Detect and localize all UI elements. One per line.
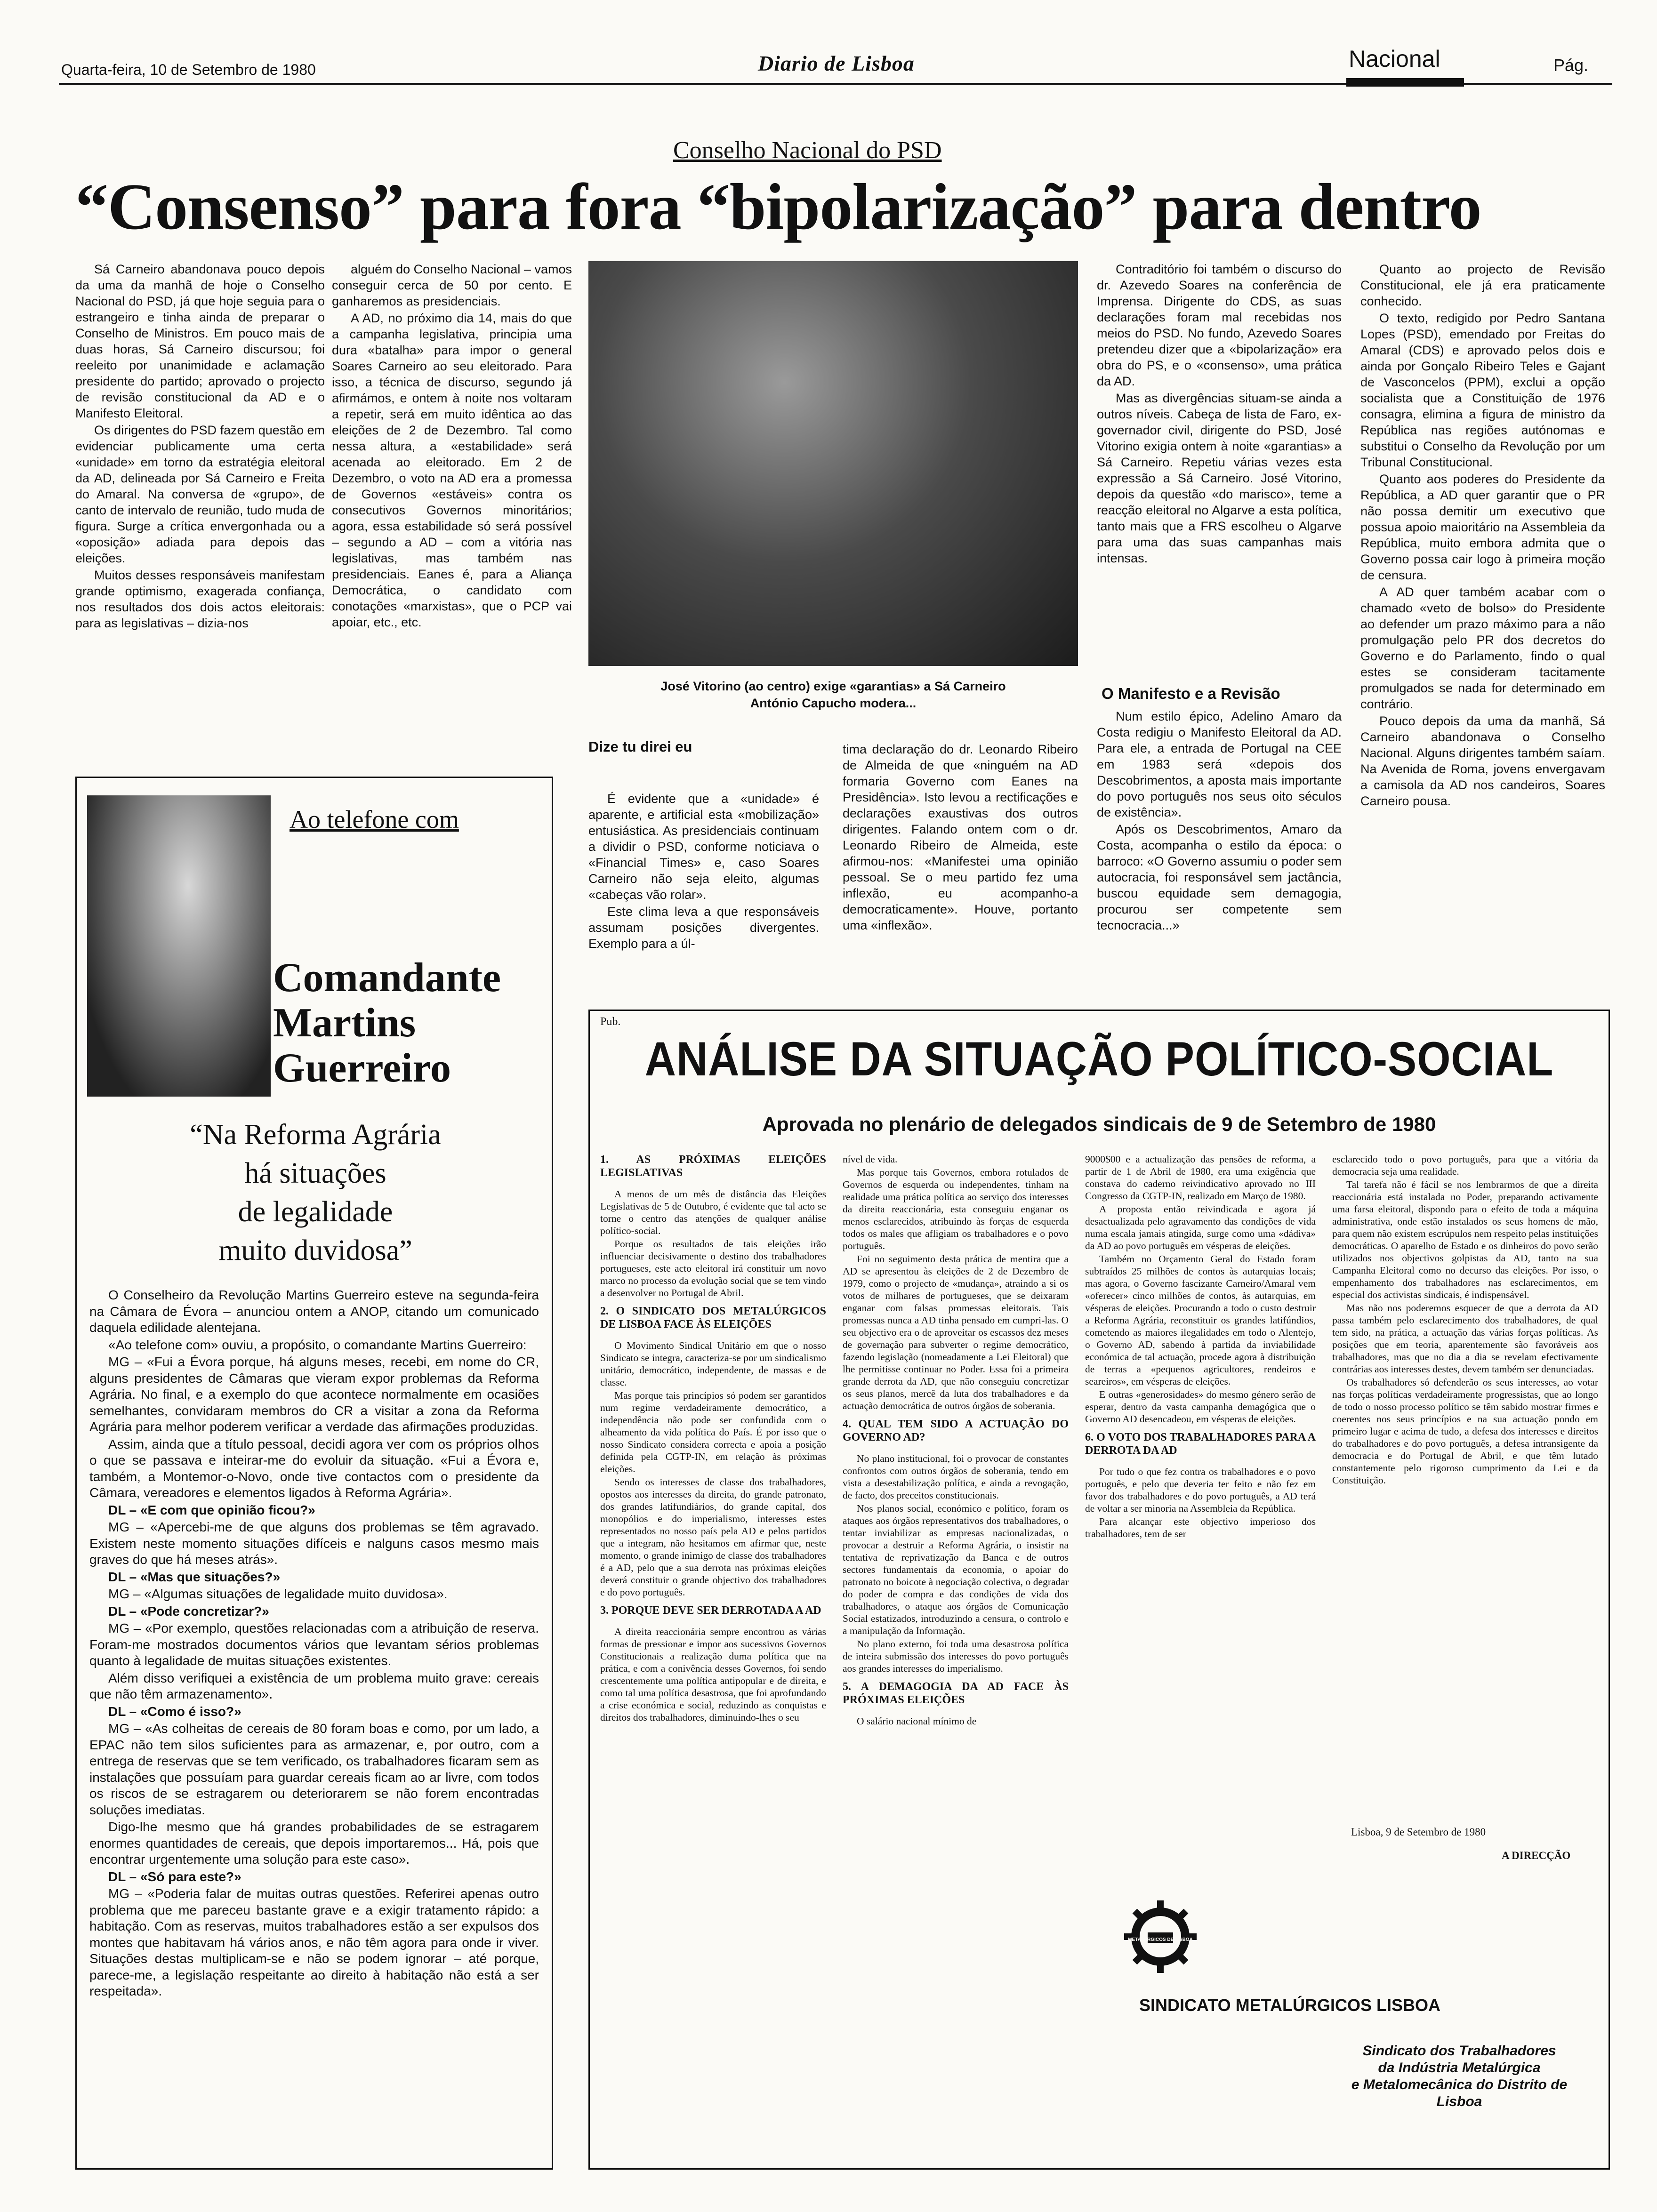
paragraph: alguém do Conselho Nacional – vamos conseguir cerca de 50 por cento. E ganharemos as presidenciais. bbox=[332, 262, 572, 308]
ad-column-2 bbox=[843, 1153, 1069, 2165]
ad-subtitle: Aprovada no plenário de delegados sindicais de 9 de Setembro de 1980 bbox=[762, 1113, 1436, 1135]
paragraph: Mas porque tais princípios só podem ser garantidos num regime verdadeiramente democrático, a independência não pode ser confundida com o alheamento da vida política do País. É por isso que o nosso Sindicato considera correcta e apoia a posição definida pela CGTP-IN, em relação às próximas eleições. bbox=[600, 1390, 826, 1475]
paragraph: Mas as divergências situam-se ainda a outros níveis. Cabeça de lista de Faro, ex-governador civil, dirigente do PSD, José Vitorino exigia ontem à noite «garantias» a Sá Carneiro. Repetiu várias vezes esta expressão a Sá Carneiro. José Vitorino, depois da questão «do marisco», teme a reacção eleitoral no Algarve a esta política, tanto mais que a FRS escolheu o Algarve para uma das suas campanhas mais intensas. bbox=[1097, 391, 1342, 565]
ad-column-1 bbox=[600, 1153, 826, 2165]
union-name-line: e Metalomecânica do Distrito de Lisboa bbox=[1351, 2077, 1568, 2109]
paragraph: MG – «Por exemplo, questões relacionadas com a atribuição de reserva. Foram-me mostrados documentos vários que levantam sérios problemas quanto à legalidade de muitas situações existentes. bbox=[89, 1621, 539, 1668]
ad-column-3 bbox=[1085, 1153, 1316, 1803]
interview-body bbox=[89, 1287, 539, 2158]
quote-line: há situações bbox=[244, 1157, 386, 1189]
paragraph: Quanto ao projecto de Revisão Constitucional, ele já era praticamente conhecido. bbox=[1360, 262, 1605, 308]
interview-name bbox=[273, 955, 501, 1091]
article-column-1 bbox=[75, 261, 325, 760]
paragraph: Os trabalhadores só defenderão os seus interesses, ao votar nas forças políticas verdadeiramente progressistas, que ao longo de todo o nosso processo político se têm sabido mostrar firmes e coerentes nos seus princípios e na sua actuação pondo em primeiro lugar e acima de tudo, a defesa dos interesses e direitos do trabalhadores e do povo português, a defesa intransigente da democracia e do Portugal de Abril, e que têm lutado constantemente pelo rigoroso cumprimento da Lei e da Constituição. bbox=[1332, 1377, 1598, 1486]
masthead: Diario de Lisboa bbox=[758, 51, 915, 75]
article-photo bbox=[588, 261, 1078, 666]
union-logo bbox=[1120, 1897, 1200, 1977]
section-underline bbox=[1346, 78, 1464, 87]
paragraph: Quanto aos poderes do Presidente da República, a AD quer garantir que o PR não possa demitir um executivo que possua apoio maioritário na Assembleia da República, muito embora admita que o Governo possa cair logo à primeira moção de censura. bbox=[1360, 472, 1605, 582]
article-column-5 bbox=[1097, 261, 1342, 682]
ad-section-heading: 1. AS PRÓXIMAS ELEIÇÕES LEGISLATIVAS bbox=[600, 1154, 826, 1179]
paragraph: Porque os resultados de tais eleições irão influenciar decisivamente o destino dos trabalhadores portugueses, este acto eleitoral irá constituir um novo marco no processo da evolução social que se tem vindo a desenvolver no Portugal de Abril. bbox=[600, 1238, 826, 1298]
quote-line: de legalidade bbox=[238, 1196, 393, 1228]
paragraph: Pouco depois da uma da manhã, Sá Carneiro abandonava o Conselho Nacional. Alguns dirigentes também saíam. Na Avenida de Roma, jovens envergavam a camisola da AD nos candeiros, Soares Carneiro pousa. bbox=[1360, 714, 1605, 808]
ad-dateline: Lisboa, 9 de Setembro de 1980 bbox=[1351, 1826, 1486, 1838]
ad-title: ANÁLISE DA SITUAÇÃO POLÍTICO-SOCIAL bbox=[644, 1032, 1554, 1086]
ad-pub-label: Pub. bbox=[600, 1016, 621, 1028]
name-line: Comandante bbox=[273, 955, 501, 1001]
name-line: Guerreiro bbox=[273, 1045, 451, 1091]
ad-column-4 bbox=[1332, 1153, 1598, 1807]
interview-quote bbox=[87, 1115, 544, 1270]
paragraph: A proposta então reivindicada e agora já desactualizada pelo agravamento das condições de vida numa escala jamais atingida, surge como uma «dádiva» da AD ao povo português em vésperas de eleições. bbox=[1085, 1203, 1316, 1251]
paragraph: O texto, redigido por Pedro Santana Lopes (PSD), emendado por Freitas do Amaral (CDS) e aprovado pelos dois e ainda por Gonçalo Ribeiro Teles e Gajant de Vasconcelos (PPM), exclui a opção socialista que a Constituição de 1976 consagra, elimina a figura de ministro da República nas regiões autónomas e substitui o Conselho da Revolução por um Tribunal Constitucional. bbox=[1360, 311, 1605, 469]
ad-section-heading: 5. A DEMAGOGIA DA AD FACE ÀS PRÓXIMAS ELEIÇÕES bbox=[843, 1681, 1069, 1706]
paragraph: MG – «As colheitas de cereais de 80 foram boas e como, por um lado, a EPAC não tem silos suficientes para as armazenar, e, por outro, com a entrega de reservas que se tem verificado, os trabalhadores ficaram sem as instalações que possuíam para guardar cereais ficam ao ar livre, com todos os riscos de se estragarem ou deteriorarem se não forem encontradas soluções imediatas. bbox=[89, 1721, 539, 1817]
paragraph: Os dirigentes do PSD fazem questão em evidenciar publicamente uma certa «unidade» em torno da estratégia eleitoral da AD, delineada por Sá Carneiro e Freita do Amaral. Na conversa de «grupo», de canto de intervalo de reunião, tudo muda de figura. Surge a crítica envergonhada ou a «oposição» adiada para depois das eleições. bbox=[75, 423, 325, 565]
paragraph: Após os Descobrimentos, Amaro da Costa, acompanha o estilo da época: o barroco: «O Governo assumiu o poder sem autocracia, foi responsável sem jactância, buscou equidade sem demagogia, procurou ser competente sem tecnocracia...» bbox=[1097, 822, 1342, 932]
interview-portrait bbox=[87, 795, 271, 1097]
paragraph: Muitos desses responsáveis manifestam grande optimismo, exagerada confiança, nos resultados dos dois actos eleitorais: para as legislativas – dizia-nos bbox=[75, 568, 325, 630]
ad-section-heading: 3. PORQUE DEVE SER DERROTADA A AD bbox=[600, 1604, 821, 1617]
header-date: Quarta-feira, 10 de Setembro de 1980 bbox=[61, 61, 316, 78]
paragraph: MG – «Algumas situações de legalidade muito duvidosa». bbox=[108, 1587, 448, 1601]
paragraph: Para alcançar este objectivo imperioso dos trabalhadores, tem de ser bbox=[1085, 1516, 1316, 1539]
paragraph: tima declaração do dr. Leonardo Ribeiro de Almeida de que «ninguém na AD formaria Governo com Eanes na Presidência». Isto levou a rectificações e declarações exaustivas dos outros dirigentes. Falando ontem com o dr. Leonardo Ribeiro de Almeida, este afirmou-nos: «Manifestei uma opinião pessoal. Se o meu partido fez uma inflexão, eu acompanho-a democraticamente». Houve, portanto uma «inflexão». bbox=[843, 742, 1078, 932]
subhead-manifesto: O Manifesto e a Revisão bbox=[1102, 685, 1280, 702]
paragraph: Foi no seguimento desta prática de mentira que a AD se apresentou às eleições de 2 de Dezembro de 1979, como o projecto de «mudança», atraindo a si os votos de milhares de portugueses, que se deixaram enganar com falsas promessas eleitorais. Tais promessas nunca a AD tinha pensado em cumpri-las. O seu objectivo era o de aproveitar os escassos dez meses de governação para subverter o regime democrático, fazendo legislação (nomeadamente a Lei Eleitoral) que lhe permitisse continuar no Poder. Essa foi a primeira grande derrota da AD, que não conseguiu concretizar os seus planos, mercê da luta dos trabalhadores e da actuação democrática de outros órgãos de soberania. bbox=[843, 1253, 1069, 1411]
paragraph: Mas porque tais Governos, embora rotulados de Governos de esquerda ou independentes, tinham na realidade uma prática política ao serviço dos interesses da direita reaccionária, esta conseguiu enganar os menos esclarecidos, atribuindo às forças de esquerda todos os males que afligiam os trabalhadores e o povo português. bbox=[843, 1167, 1069, 1251]
paragraph: Mas não nos poderemos esquecer de que a derrota da AD passa também pelo esclarecimento dos trabalhadores, de qual tem sido, na prática, a actuação das várias forças políticas. As posições que em teoria, aparentemente são favoráveis aos trabalhadores, mas que no dia a dia se revelam efectivamente contrárias aos interesses destes, devem também ser denunciadas. bbox=[1332, 1302, 1598, 1375]
paragraph: esclarecido todo o povo português, para que a vitória da democracia seja uma realidade. bbox=[1332, 1154, 1598, 1177]
paragraph: MG – «Fui a Évora porque, há alguns meses, recebi, em nome do CR, alguns presidentes de Câmaras que vieram expor problemas da Reforma Agrária. No final, e a exemplo do que acontece normalmente em ocasiões semelhantes, convidaram membros do CR a visitar a zona da Reforma Agrária para melhor poderem verificar a verdade das afirmações produzidas. bbox=[89, 1354, 539, 1434]
paragraph: Assim, ainda que a título pessoal, decidi agora ver com os próprios olhos o que se passava e inteirar-me do evoluir da situação. «Fui a Évora e, também, a Montemor-o-Novo, onde tive contactos com o presidente da Câmara, vereadores e elementos ligados à Reforma Agrária». bbox=[89, 1436, 539, 1500]
paragraph: A AD, no próximo dia 14, mais do que a campanha legislativa, principia uma dura «batalha» para impor o general Soares Carneiro ao seu eleitorado. Para isso, a técnica de discurso, segundo já afirmámos, e ontem à noite nos voltaram a repetir, será em muito idêntica ao das eleições de 2 de Dezembro. Tal como nessa altura, a «estabilidade» será acenada ao eleitorado. Em 2 de Dezembro, o voto na AD era a promessa de Governos «estáveis» contra os consecutivos Governos minoritários; agora, essa estabilidade só será possível – segundo a AD – com a vitória nas legislativas, mas também nas presidenciais. Eanes é, para a Aliança Democrática, o candidato com conotações «marxistas», que o PCP vai apoiar, etc., etc. bbox=[332, 311, 572, 629]
paragraph: E outras «generosidades» do mesmo género serão de esperar, dentro da vasta campanha demagógica que o Governo AD desencadeou, em vésperas de eleições. bbox=[1085, 1389, 1316, 1425]
paragraph: Também no Orçamento Geral do Estado foram subtraídos 25 milhões de contos às autarquias locais; mas agora, o Governo fascizante Carneiro/Amaral vem «oferecer» cinco milhões de contos, às autarquias, em vésperas de eleições. Procurando a todo o custo destruir a Reforma Agrária, reconstituir os grandes latifúndios, cometendo as maiores ilegalidades em todo o Alentejo, o Governo AD, sabendo à partida da inviabilidade económica de tal actuação, procede agora à distribuição de terras a «pequenos agricultores, rendeiros e seareiros», em vésperas de eleições. bbox=[1085, 1253, 1316, 1387]
quote-line: muito duvidosa” bbox=[218, 1234, 412, 1266]
paragraph: DL – «Pode concretizar?» bbox=[108, 1603, 269, 1619]
paragraph: MG – «Apercebi-me de que alguns dos problemas se têm agravado. Existem neste momento situações difíceis e nalguns casos mesmo mais graves do que há meses atrás». bbox=[89, 1520, 539, 1567]
caption-line: José Vitorino (ao centro) exige «garantias» a Sá Carneiro bbox=[660, 679, 1006, 693]
article-headline: “Consenso” para fora “bipolarização” para dentro bbox=[75, 170, 1481, 243]
paragraph: O Conselheiro da Revolução Martins Guerreiro esteve na segunda-feira na Câmara de Évora – anunciou ontem a ANOP, citando um comunicado daquela edilidade alentejana. bbox=[89, 1288, 539, 1335]
caption-line: António Capucho modera... bbox=[750, 696, 917, 710]
paragraph: A AD quer também acabar com o chamado «veto de bolso» do Presidente ao defender um prazo máximo para a não promulgação pelo PR dos decretos do Governo e do Parlamento, findo o qual estes se consideram tacitamente promulgados se nada for determinado em contrário. bbox=[1360, 585, 1605, 711]
paragraph: DL – «Mas que situações?» bbox=[108, 1569, 281, 1584]
paragraph: Sá Carneiro abandonava pouco depois da uma da manhã de hoje o Conselho Nacional do PSD, já que hoje seguia para o estrangeiro e tinha ainda de preparar o Conselho de Ministros. Em pouco mais de duas horas, Sá Carneiro discursou; foi reeleito por unanimidade e aclamação presidente do partido; aprovado o projecto de revisão constitucional da AD e o Manifesto Eleitoral. bbox=[75, 262, 325, 420]
paragraph: Além disso verifiquei a existência de um problema muito grave: cereais que não têm armazenamento». bbox=[89, 1670, 539, 1701]
gear-emblem-icon bbox=[1120, 1897, 1200, 1977]
article-column-4 bbox=[843, 741, 1078, 993]
ad-signature: A DIRECÇÃO bbox=[1502, 1850, 1571, 1861]
article-column-5b bbox=[1097, 708, 1342, 995]
paragraph: A direita reaccionária sempre encontrou as várias formas de pressionar e impor aos sucessivos Governos Constitucionais a realização duma política que na prática, e com a conivência desses Governos, foi sendo crescentemente uma política antipopular e de direita, e como tal uma política desastrosa, que foi aprofundando a crise económica e social, reduzindo as conquistas e direitos dos trabalhadores, diminuindo-lhes o seu bbox=[600, 1626, 826, 1723]
paragraph: É evidente que a «unidade» é aparente, e artificial esta «mobilização» entusiástica. As presidenciais continuam a dividir o PSD, conforme noticiava o «Financial Times» e, caso Soares Carneiro não seja eleito, algumas «cabeças vão rolar». bbox=[588, 792, 819, 902]
ad-section-heading: 6. O VOTO DOS TRABALHADORES PARA A DERROTA DA AD bbox=[1085, 1431, 1316, 1457]
paragraph: Por tudo o que fez contra os trabalhadores e o povo português, e pelo que deveria ter feito e não fez em favor dos trabalhadores e do povo português, a AD terá de voltar a ser minoria na Assembleia da República. bbox=[1085, 1466, 1316, 1514]
article-kicker: Conselho Nacional do PSD bbox=[673, 137, 942, 164]
photo-caption bbox=[588, 678, 1078, 712]
paragraph: DL – «Só para este?» bbox=[108, 1869, 241, 1884]
interview-kicker: Ao telefone com bbox=[290, 805, 459, 834]
paragraph: DL – «E com que opinião ficou?» bbox=[108, 1502, 315, 1517]
subhead-dize-tu: Dize tu direi eu bbox=[588, 738, 692, 755]
page-label: Pág. bbox=[1553, 56, 1589, 75]
union-name: SINDICATO METALÚRGICOS LISBOA bbox=[1139, 1996, 1441, 2015]
union-full-name bbox=[1327, 2043, 1591, 2110]
paragraph: Contraditório foi também o discurso do dr. Azevedo Soares na conferência de Imprensa. Dirigente do CDS, as suas declarações foram mal recebidas nos meios do PSD. No fundo, Azevedo Soares pretendeu dizer que a «bipolarização» era obra do PS, e o «consenso», uma prática da AD. bbox=[1097, 262, 1342, 388]
quote-line: “Na Reforma Agrária bbox=[190, 1119, 441, 1151]
paragraph: nível de vida. bbox=[843, 1154, 898, 1165]
union-logo-text: METALÚRGICOS DE LISBOA bbox=[1128, 1937, 1193, 1942]
paragraph: «Ao telefone com» ouviu, a propósito, o comandante Martins Guerreiro: bbox=[108, 1337, 527, 1352]
paragraph: A menos de um mês de distância das Eleições Legislativas de 5 de Outubro, é evidente que tal acto se torne o centro das atenções de qualquer análise político-social. bbox=[600, 1188, 826, 1236]
paragraph: Este clima leva a que responsáveis assumam posições divergentes. Exemplo para a úl- bbox=[588, 905, 819, 951]
paragraph: Sendo os interesses de classe dos trabalhadores, opostos aos interesses da direita, do grande patronato, dos grandes latifundiários, do grande capital, dos monopólios e do imperialismo, interesses estes representados no nosso país pela AD e pelos partidos que a integram, não hesitamos em afirmar que, neste momento, o grande inimigo de classe dos trabalhadores é a AD, pelo que a sua derrota nas próximas eleições deverá constituir o grande objectivo dos trabalhadores e do povo português. bbox=[600, 1476, 826, 1598]
paragraph: No plano institucional, foi o provocar de constantes confrontos com outros órgãos de soberania, tendo em vista a desestabilização política, e ainda a revogação, de facto, dos preceitos constitucionais. bbox=[843, 1453, 1069, 1501]
ad-section-heading: 2. O SINDICATO DOS METALÚRGICOS DE LISBOA FACE ÀS ELEIÇÕES bbox=[600, 1305, 826, 1330]
section-label: Nacional bbox=[1349, 46, 1440, 72]
paragraph: Nos planos social, económico e político, foram os ataques aos órgãos representativos dos trabalhadores, o tentar inviabilizar as empresas nacionalizadas, o provocar a destruir a Reforma Agrária, o insistir na tentativa de reprivatização da Banca e de outros sectores fundamentais da economia, o apoiar do patronato no boicote à negociação colectiva, o degradar do poder de compra e das condições de vida dos trabalhadores, o ataque aos órgãos de Comunicação Social estatizados, introduzindo a censura, o controlo e a manipulação da Informação. bbox=[843, 1503, 1069, 1636]
paragraph: MG – «Poderia falar de muitas outras questões. Referirei apenas outro problema que me pareceu bastante grave e a exigir tratamento rápido: a habitação. Com as reservas, muitos trabalhadores estão a ser expulsos dos montes que habitavam há vários anos, e não têm agora para onde ir viver. Situações destas multiplicam-se e não se podem ignorar – até porque, parece-me, a legislação respeitante ao direito à habitação não está a ser respeitada». bbox=[89, 1886, 539, 1998]
paragraph: 9000$00 e a actualização das pensões de reforma, a partir de 1 de Abril de 1980, era uma exigência que constava do caderno reivindicativo aprovado no III Congresso da CGTP-IN, realizado em Março de 1980. bbox=[1085, 1154, 1316, 1202]
article-column-3 bbox=[588, 791, 819, 993]
paragraph: Tal tarefa não é fácil se nos lembrarmos de que a direita reaccionária está instalada no Poder, preparando activamente uma farsa eleitoral, dispondo para o efeito de toda a máquina administrativa, onde estão instalados os seus homens de mão, para quem não existem escrúpulos nem respeito pelas instituições democráticas. O aparelho de Estado e os dinheiros do povo serão utilizados nos objectivos golpistas da AD, tanto na sua Campanha Eleitoral como no decurso das eleições. Por isso, o empenhamento dos trabalhadores nas esclarecimentos, em especial dos activistas sindicais, é indispensável. bbox=[1332, 1179, 1598, 1300]
union-name-line: da Indústria Metalúrgica bbox=[1378, 2060, 1541, 2076]
union-name-line: Sindicato dos Trabalhadores bbox=[1362, 2043, 1556, 2059]
paragraph: O Movimento Sindical Unitário em que o nosso Sindicato se integra, caracteriza-se por um sindicalismo unitário, democrático, independente, de massas e de classe. bbox=[600, 1340, 826, 1388]
ad-section-heading: 4. QUAL TEM SIDO A ACTUAÇÃO DO GOVERNO AD? bbox=[843, 1418, 1069, 1443]
name-line: Martins bbox=[273, 1000, 416, 1046]
paragraph: No plano externo, foi toda uma desastrosa política de inteira submissão dos interesses do povo português aos grandes interesses do imperialismo. bbox=[843, 1638, 1069, 1674]
article-column-2 bbox=[332, 261, 572, 760]
paragraph: Num estilo épico, Adelino Amaro da Costa redigiu o Manifesto Eleitoral da AD. Para ele, a entrada de Portugal na CEE em 1983 será «depois dos Descobrimentos, a aposta mais importante do povo português nos seus oito séculos de existência». bbox=[1097, 709, 1342, 819]
article-column-6 bbox=[1360, 261, 1605, 995]
paragraph: DL – «Como é isso?» bbox=[108, 1704, 241, 1719]
paragraph: Digo-lhe mesmo que há grandes probabilidades de se estragarem enormes quantidades de cereais, que depois importaremos... Há, pois que encontrar urgentemente uma solução para este caso». bbox=[89, 1819, 539, 1867]
paragraph: O salário nacional mínimo de bbox=[857, 1715, 977, 1727]
